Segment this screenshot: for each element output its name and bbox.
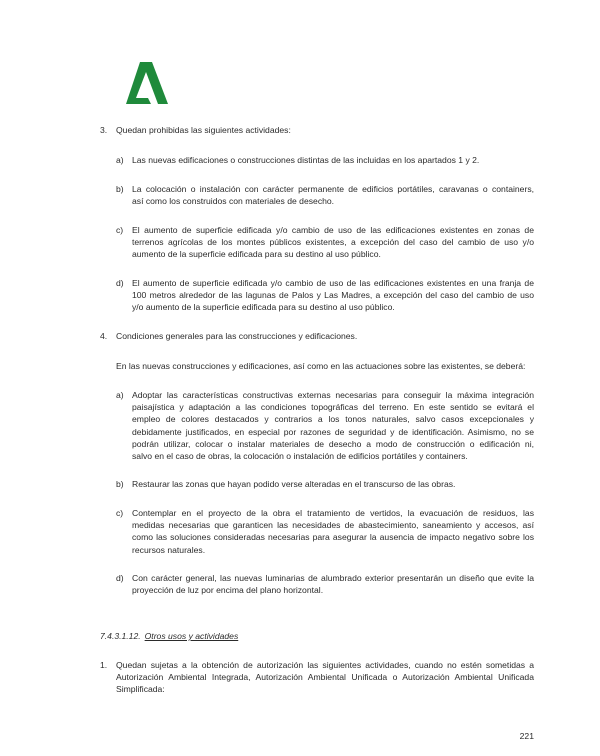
subsection-heading — [100, 630, 238, 642]
item-3b-text: La colocación o instalación con carácter permanente de edificios portátiles, caravanas o containers, así como los construidos con materiales de desecho. — [132, 184, 534, 207]
section-4-intro: En las nuevas construcciones y edificaciones, así como en las actuaciones sobre las existentes, se deberá: — [116, 361, 526, 371]
item-4c-text: Contemplar en el proyecto de la obra el tratamiento de vertidos, la evacuación de residuos, las medidas necesarias que garanticen las necesidades de abastecimiento, saneamiento y accesos, así como las soluciones consideradas necesarias para asegurar la ausencia de impacto negativo sobre los recursos naturales. — [132, 508, 534, 555]
item-3d-text: El aumento de superficie edificada y/o cambio de uso de las edificaciones existentes en una franja de 100 metros alrededor de las lagunas de Palos y Las Madres, a excepción del caso del cambio de uso y/o aumento de la superficie edificada para su destino al uso público. — [132, 278, 534, 313]
item-3a-label: a) — [116, 155, 124, 165]
item-4a-text: Adoptar las características constructivas externas necesarias para conseguir la máxima integración paisajística y adaptación a las condiciones topográficas del terreno. En este sentido se evitará el empleo de colores destacados y contrarios a los tonos naturales, salvo casos excepcionales y debidamente justificados, en especial por razones de seguridad y de identificación. Asimismo, no se podrán utilizar, colocar o instalar materiales de desecho a modo de construcción o edificación ni, salvo en el caso de obras, la colocación o instalación de edificios portátiles y containers. — [132, 390, 534, 462]
section-3-number: 3. — [100, 125, 108, 135]
item-3c-label: c) — [116, 225, 124, 235]
subsection-number: 7.4.3.1.12. — [100, 631, 141, 641]
page-number: 221 — [519, 731, 534, 741]
item-4b-label: b) — [116, 479, 124, 489]
item-4d-text: Con carácter general, las nuevas luminarias de alumbrado exterior presentarán un diseño que evite la proyección de luz por encima del plano horizontal. — [132, 573, 534, 596]
item-4a-label: a) — [116, 390, 124, 400]
subsection-title: Otros usos y actividades — [144, 631, 239, 641]
section-3-title: Quedan prohibidas las siguientes actividades: — [116, 125, 291, 135]
section-4-number: 4. — [100, 331, 108, 341]
section-1-number: 1. — [100, 660, 108, 670]
item-3a-text: Las nuevas edificaciones o construcciones distintas de las incluidas en los apartados 1 y 2. — [132, 155, 480, 165]
item-3d-label: d) — [116, 278, 124, 288]
item-4d-label: d) — [116, 573, 124, 583]
item-3c-text: El aumento de superficie edificada y/o cambio de uso de las edificaciones existentes en zonas de terrenos agrícolas de los montes públicos existentes, a excepción del caso del cambio de uso y/o aumento de la superficie edificada para su destino al uso público. — [132, 225, 534, 260]
junta-andalucia-logo — [124, 62, 168, 104]
section-4-title: Condiciones generales para las construcciones y edificaciones. — [116, 331, 358, 341]
item-3b-label: b) — [116, 184, 124, 194]
item-4c-label: c) — [116, 508, 124, 518]
item-4b-text: Restaurar las zonas que hayan podido verse alteradas en el transcurso de las obras. — [132, 479, 456, 489]
section-1-text: Quedan sujetas a la obtención de autorización las siguientes actividades, cuando no estén sometidas a Autorización Ambiental Integrada, Autorización Ambiental Unificada o Autorización Ambiental Unificada Simplificada: — [116, 660, 534, 695]
